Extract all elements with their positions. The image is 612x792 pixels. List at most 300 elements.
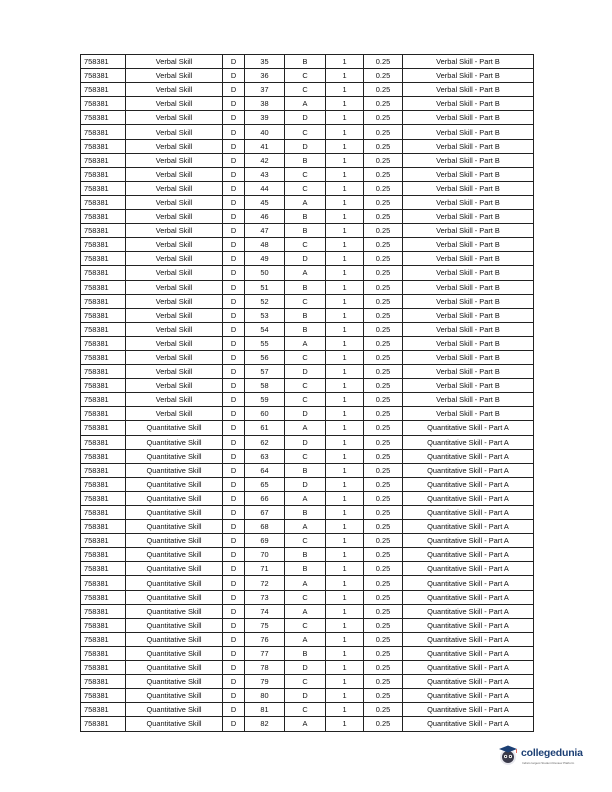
candidate-id-cell: 758381 [81, 506, 126, 520]
section-name-cell: Quantitative Skill [126, 590, 223, 604]
booklet-set-cell: D [223, 449, 245, 463]
candidate-id-cell: 758381 [81, 421, 126, 435]
booklet-set-cell: D [223, 365, 245, 379]
marks-cell: 1 [326, 506, 364, 520]
question-number-cell: 60 [245, 407, 285, 421]
booklet-set-cell: D [223, 252, 245, 266]
table-row [81, 350, 534, 364]
negative-marks-cell: 0.25 [364, 294, 403, 308]
negative-marks-cell: 0.25 [364, 491, 403, 505]
answer-key-cell: B [285, 153, 326, 167]
marks-cell: 1 [326, 111, 364, 125]
marks-cell: 1 [326, 646, 364, 660]
marks-cell: 1 [326, 224, 364, 238]
candidate-id-cell: 758381 [81, 618, 126, 632]
section-name-cell: Verbal Skill [126, 153, 223, 167]
marks-cell: 1 [326, 97, 364, 111]
candidate-id-cell: 758381 [81, 407, 126, 421]
section-part-cell: Verbal Skill - Part B [403, 125, 534, 139]
question-number-cell: 36 [245, 69, 285, 83]
section-part-cell: Verbal Skill - Part B [403, 153, 534, 167]
negative-marks-cell: 0.25 [364, 308, 403, 322]
table-row [81, 125, 534, 139]
section-part-cell: Verbal Skill - Part B [403, 266, 534, 280]
negative-marks-cell: 0.25 [364, 421, 403, 435]
section-part-cell: Quantitative Skill - Part A [403, 632, 534, 646]
candidate-id-cell: 758381 [81, 336, 126, 350]
question-number-cell: 39 [245, 111, 285, 125]
table-row [81, 491, 534, 505]
section-part-cell: Verbal Skill - Part B [403, 280, 534, 294]
booklet-set-cell: D [223, 97, 245, 111]
question-number-cell: 81 [245, 703, 285, 717]
question-number-cell: 50 [245, 266, 285, 280]
candidate-id-cell: 758381 [81, 463, 126, 477]
question-number-cell: 46 [245, 210, 285, 224]
table-row [81, 210, 534, 224]
answer-key-cell: D [285, 435, 326, 449]
question-number-cell: 79 [245, 675, 285, 689]
section-part-cell: Quantitative Skill - Part A [403, 506, 534, 520]
section-part-cell: Quantitative Skill - Part A [403, 618, 534, 632]
booklet-set-cell: D [223, 632, 245, 646]
candidate-id-cell: 758381 [81, 393, 126, 407]
answer-key-cell: D [285, 252, 326, 266]
section-part-cell: Verbal Skill - Part B [403, 393, 534, 407]
table-row [81, 717, 534, 731]
marks-cell: 1 [326, 238, 364, 252]
section-part-cell: Verbal Skill - Part B [403, 365, 534, 379]
marks-cell: 1 [326, 153, 364, 167]
table-row [81, 336, 534, 350]
question-number-cell: 49 [245, 252, 285, 266]
section-name-cell: Verbal Skill [126, 111, 223, 125]
candidate-id-cell: 758381 [81, 139, 126, 153]
question-number-cell: 64 [245, 463, 285, 477]
section-part-cell: Verbal Skill - Part B [403, 336, 534, 350]
logo-tagline: India's largest Student Review Platform [522, 761, 575, 765]
answer-key-cell: A [285, 717, 326, 731]
booklet-set-cell: D [223, 266, 245, 280]
section-name-cell: Quantitative Skill [126, 576, 223, 590]
candidate-id-cell: 758381 [81, 294, 126, 308]
answer-key-cell: A [285, 604, 326, 618]
negative-marks-cell: 0.25 [364, 393, 403, 407]
section-name-cell: Quantitative Skill [126, 703, 223, 717]
marks-cell: 1 [326, 562, 364, 576]
negative-marks-cell: 0.25 [364, 167, 403, 181]
booklet-set-cell: D [223, 139, 245, 153]
section-name-cell: Verbal Skill [126, 210, 223, 224]
section-part-cell: Verbal Skill - Part B [403, 294, 534, 308]
section-name-cell: Verbal Skill [126, 407, 223, 421]
booklet-set-cell: D [223, 717, 245, 731]
candidate-id-cell: 758381 [81, 153, 126, 167]
candidate-id-cell: 758381 [81, 280, 126, 294]
booklet-set-cell: D [223, 350, 245, 364]
section-part-cell: Verbal Skill - Part B [403, 195, 534, 209]
answer-key-cell: A [285, 421, 326, 435]
negative-marks-cell: 0.25 [364, 379, 403, 393]
answer-key-cell: A [285, 491, 326, 505]
question-number-cell: 51 [245, 280, 285, 294]
booklet-set-cell: D [223, 463, 245, 477]
table-row [81, 195, 534, 209]
section-part-cell: Quantitative Skill - Part A [403, 491, 534, 505]
table-row [81, 421, 534, 435]
table-row [81, 393, 534, 407]
candidate-id-cell: 758381 [81, 477, 126, 491]
answer-key-cell: C [285, 393, 326, 407]
booklet-set-cell: D [223, 167, 245, 181]
answer-key-cell: C [285, 69, 326, 83]
section-part-cell: Verbal Skill - Part B [403, 69, 534, 83]
booklet-set-cell: D [223, 618, 245, 632]
section-part-cell: Quantitative Skill - Part A [403, 717, 534, 731]
section-part-cell: Verbal Skill - Part B [403, 210, 534, 224]
section-name-cell: Verbal Skill [126, 139, 223, 153]
marks-cell: 1 [326, 590, 364, 604]
booklet-set-cell: D [223, 421, 245, 435]
table-row [81, 661, 534, 675]
marks-cell: 1 [326, 210, 364, 224]
section-part-cell: Verbal Skill - Part B [403, 181, 534, 195]
booklet-set-cell: D [223, 548, 245, 562]
section-name-cell: Verbal Skill [126, 308, 223, 322]
answer-key-cell: C [285, 181, 326, 195]
table-row [81, 181, 534, 195]
negative-marks-cell: 0.25 [364, 463, 403, 477]
answer-key-cell: A [285, 266, 326, 280]
section-part-cell: Verbal Skill - Part B [403, 407, 534, 421]
section-part-cell: Verbal Skill - Part B [403, 139, 534, 153]
table-row [81, 69, 534, 83]
negative-marks-cell: 0.25 [364, 604, 403, 618]
candidate-id-cell: 758381 [81, 224, 126, 238]
negative-marks-cell: 0.25 [364, 661, 403, 675]
table-row [81, 534, 534, 548]
candidate-id-cell: 758381 [81, 435, 126, 449]
booklet-set-cell: D [223, 604, 245, 618]
question-number-cell: 67 [245, 506, 285, 520]
question-number-cell: 56 [245, 350, 285, 364]
answer-key-cell: C [285, 294, 326, 308]
marks-cell: 1 [326, 421, 364, 435]
table-row [81, 689, 534, 703]
negative-marks-cell: 0.25 [364, 449, 403, 463]
answer-key-cell: B [285, 224, 326, 238]
question-number-cell: 57 [245, 365, 285, 379]
marks-cell: 1 [326, 83, 364, 97]
booklet-set-cell: D [223, 590, 245, 604]
section-part-cell: Verbal Skill - Part B [403, 55, 534, 69]
negative-marks-cell: 0.25 [364, 280, 403, 294]
question-number-cell: 53 [245, 308, 285, 322]
table-row [81, 308, 534, 322]
negative-marks-cell: 0.25 [364, 238, 403, 252]
section-name-cell: Quantitative Skill [126, 632, 223, 646]
section-name-cell: Verbal Skill [126, 322, 223, 336]
answer-key-cell: C [285, 534, 326, 548]
section-name-cell: Quantitative Skill [126, 506, 223, 520]
table-row [81, 379, 534, 393]
table-row [81, 618, 534, 632]
answer-key-cell: C [285, 350, 326, 364]
booklet-set-cell: D [223, 308, 245, 322]
question-number-cell: 75 [245, 618, 285, 632]
candidate-id-cell: 758381 [81, 125, 126, 139]
candidate-id-cell: 758381 [81, 238, 126, 252]
answer-key-cell: B [285, 463, 326, 477]
table-row [81, 407, 534, 421]
candidate-id-cell: 758381 [81, 632, 126, 646]
booklet-set-cell: D [223, 280, 245, 294]
question-number-cell: 42 [245, 153, 285, 167]
question-number-cell: 38 [245, 97, 285, 111]
booklet-set-cell: D [223, 69, 245, 83]
section-name-cell: Verbal Skill [126, 280, 223, 294]
section-part-cell: Quantitative Skill - Part A [403, 576, 534, 590]
section-name-cell: Quantitative Skill [126, 646, 223, 660]
question-number-cell: 74 [245, 604, 285, 618]
section-name-cell: Quantitative Skill [126, 618, 223, 632]
answer-key-cell: D [285, 477, 326, 491]
section-name-cell: Verbal Skill [126, 365, 223, 379]
answer-key-cell: C [285, 379, 326, 393]
table-row [81, 576, 534, 590]
question-number-cell: 73 [245, 590, 285, 604]
negative-marks-cell: 0.25 [364, 520, 403, 534]
answer-key-cell: B [285, 210, 326, 224]
negative-marks-cell: 0.25 [364, 632, 403, 646]
section-name-cell: Quantitative Skill [126, 548, 223, 562]
question-number-cell: 80 [245, 689, 285, 703]
answer-key-table [80, 54, 534, 732]
negative-marks-cell: 0.25 [364, 365, 403, 379]
table-row [81, 280, 534, 294]
question-number-cell: 45 [245, 195, 285, 209]
marks-cell: 1 [326, 336, 364, 350]
negative-marks-cell: 0.25 [364, 675, 403, 689]
candidate-id-cell: 758381 [81, 365, 126, 379]
candidate-id-cell: 758381 [81, 590, 126, 604]
section-part-cell: Verbal Skill - Part B [403, 379, 534, 393]
table-row [81, 55, 534, 69]
negative-marks-cell: 0.25 [364, 534, 403, 548]
table-row [81, 97, 534, 111]
negative-marks-cell: 0.25 [364, 83, 403, 97]
section-part-cell: Verbal Skill - Part B [403, 308, 534, 322]
booklet-set-cell: D [223, 576, 245, 590]
section-name-cell: Quantitative Skill [126, 491, 223, 505]
section-name-cell: Verbal Skill [126, 97, 223, 111]
question-number-cell: 37 [245, 83, 285, 97]
answer-key-cell: A [285, 336, 326, 350]
question-number-cell: 68 [245, 520, 285, 534]
section-name-cell: Verbal Skill [126, 55, 223, 69]
answer-key-cell: C [285, 125, 326, 139]
table-row [81, 548, 534, 562]
candidate-id-cell: 758381 [81, 252, 126, 266]
marks-cell: 1 [326, 435, 364, 449]
section-name-cell: Verbal Skill [126, 252, 223, 266]
negative-marks-cell: 0.25 [364, 336, 403, 350]
question-number-cell: 47 [245, 224, 285, 238]
booklet-set-cell: D [223, 393, 245, 407]
section-part-cell: Verbal Skill - Part B [403, 350, 534, 364]
marks-cell: 1 [326, 308, 364, 322]
marks-cell: 1 [326, 576, 364, 590]
negative-marks-cell: 0.25 [364, 618, 403, 632]
section-name-cell: Verbal Skill [126, 379, 223, 393]
negative-marks-cell: 0.25 [364, 576, 403, 590]
negative-marks-cell: 0.25 [364, 111, 403, 125]
marks-cell: 1 [326, 294, 364, 308]
candidate-id-cell: 758381 [81, 322, 126, 336]
question-number-cell: 41 [245, 139, 285, 153]
table-row [81, 435, 534, 449]
booklet-set-cell: D [223, 195, 245, 209]
candidate-id-cell: 758381 [81, 97, 126, 111]
section-part-cell: Verbal Skill - Part B [403, 252, 534, 266]
question-number-cell: 44 [245, 181, 285, 195]
section-part-cell: Quantitative Skill - Part A [403, 520, 534, 534]
negative-marks-cell: 0.25 [364, 266, 403, 280]
question-number-cell: 43 [245, 167, 285, 181]
marks-cell: 1 [326, 167, 364, 181]
section-name-cell: Quantitative Skill [126, 534, 223, 548]
question-number-cell: 72 [245, 576, 285, 590]
candidate-id-cell: 758381 [81, 350, 126, 364]
table-row [81, 266, 534, 280]
section-name-cell: Verbal Skill [126, 294, 223, 308]
question-number-cell: 61 [245, 421, 285, 435]
marks-cell: 1 [326, 393, 364, 407]
answer-key-cell: C [285, 238, 326, 252]
booklet-set-cell: D [223, 506, 245, 520]
candidate-id-cell: 758381 [81, 562, 126, 576]
section-part-cell: Verbal Skill - Part B [403, 322, 534, 336]
negative-marks-cell: 0.25 [364, 548, 403, 562]
table-row [81, 224, 534, 238]
table-row [81, 153, 534, 167]
answer-key-cell: C [285, 675, 326, 689]
question-number-cell: 70 [245, 548, 285, 562]
marks-cell: 1 [326, 407, 364, 421]
section-part-cell: Quantitative Skill - Part A [403, 675, 534, 689]
section-name-cell: Verbal Skill [126, 125, 223, 139]
section-name-cell: Quantitative Skill [126, 449, 223, 463]
marks-cell: 1 [326, 618, 364, 632]
section-name-cell: Verbal Skill [126, 350, 223, 364]
negative-marks-cell: 0.25 [364, 703, 403, 717]
answer-key-cell: C [285, 618, 326, 632]
answer-key-cell: C [285, 83, 326, 97]
negative-marks-cell: 0.25 [364, 322, 403, 336]
section-part-cell: Quantitative Skill - Part A [403, 477, 534, 491]
section-name-cell: Verbal Skill [126, 167, 223, 181]
booklet-set-cell: D [223, 322, 245, 336]
booklet-set-cell: D [223, 55, 245, 69]
marks-cell: 1 [326, 463, 364, 477]
table-row [81, 238, 534, 252]
marks-cell: 1 [326, 632, 364, 646]
negative-marks-cell: 0.25 [364, 717, 403, 731]
question-number-cell: 78 [245, 661, 285, 675]
candidate-id-cell: 758381 [81, 210, 126, 224]
section-name-cell: Verbal Skill [126, 83, 223, 97]
table-row [81, 604, 534, 618]
section-part-cell: Quantitative Skill - Part A [403, 449, 534, 463]
answer-key-cell: D [285, 139, 326, 153]
candidate-id-cell: 758381 [81, 491, 126, 505]
table-row [81, 703, 534, 717]
negative-marks-cell: 0.25 [364, 252, 403, 266]
section-name-cell: Quantitative Skill [126, 675, 223, 689]
section-name-cell: Quantitative Skill [126, 717, 223, 731]
table-row [81, 139, 534, 153]
section-part-cell: Verbal Skill - Part B [403, 97, 534, 111]
section-part-cell: Quantitative Skill - Part A [403, 562, 534, 576]
section-name-cell: Verbal Skill [126, 224, 223, 238]
answer-key-cell: B [285, 280, 326, 294]
section-name-cell: Verbal Skill [126, 181, 223, 195]
question-number-cell: 59 [245, 393, 285, 407]
table-row [81, 520, 534, 534]
answer-key-cell: B [285, 506, 326, 520]
booklet-set-cell: D [223, 520, 245, 534]
booklet-set-cell: D [223, 534, 245, 548]
marks-cell: 1 [326, 266, 364, 280]
candidate-id-cell: 758381 [81, 604, 126, 618]
booklet-set-cell: D [223, 83, 245, 97]
answer-key-cell: C [285, 449, 326, 463]
booklet-set-cell: D [223, 125, 245, 139]
answer-key-cell: A [285, 632, 326, 646]
negative-marks-cell: 0.25 [364, 350, 403, 364]
table-row [81, 294, 534, 308]
marks-cell: 1 [326, 477, 364, 491]
marks-cell: 1 [326, 717, 364, 731]
candidate-id-cell: 758381 [81, 534, 126, 548]
booklet-set-cell: D [223, 210, 245, 224]
section-part-cell: Quantitative Skill - Part A [403, 661, 534, 675]
marks-cell: 1 [326, 69, 364, 83]
candidate-id-cell: 758381 [81, 689, 126, 703]
marks-cell: 1 [326, 703, 364, 717]
candidate-id-cell: 758381 [81, 449, 126, 463]
answer-key-cell: A [285, 520, 326, 534]
marks-cell: 1 [326, 139, 364, 153]
marks-cell: 1 [326, 252, 364, 266]
negative-marks-cell: 0.25 [364, 210, 403, 224]
marks-cell: 1 [326, 125, 364, 139]
booklet-set-cell: D [223, 703, 245, 717]
answer-key-cell: D [285, 111, 326, 125]
section-name-cell: Verbal Skill [126, 69, 223, 83]
table-row [81, 590, 534, 604]
answer-key-cell: A [285, 576, 326, 590]
answer-key-cell: C [285, 590, 326, 604]
section-part-cell: Quantitative Skill - Part A [403, 463, 534, 477]
section-name-cell: Verbal Skill [126, 393, 223, 407]
candidate-id-cell: 758381 [81, 675, 126, 689]
negative-marks-cell: 0.25 [364, 506, 403, 520]
question-number-cell: 82 [245, 717, 285, 731]
negative-marks-cell: 0.25 [364, 407, 403, 421]
candidate-id-cell: 758381 [81, 703, 126, 717]
candidate-id-cell: 758381 [81, 379, 126, 393]
